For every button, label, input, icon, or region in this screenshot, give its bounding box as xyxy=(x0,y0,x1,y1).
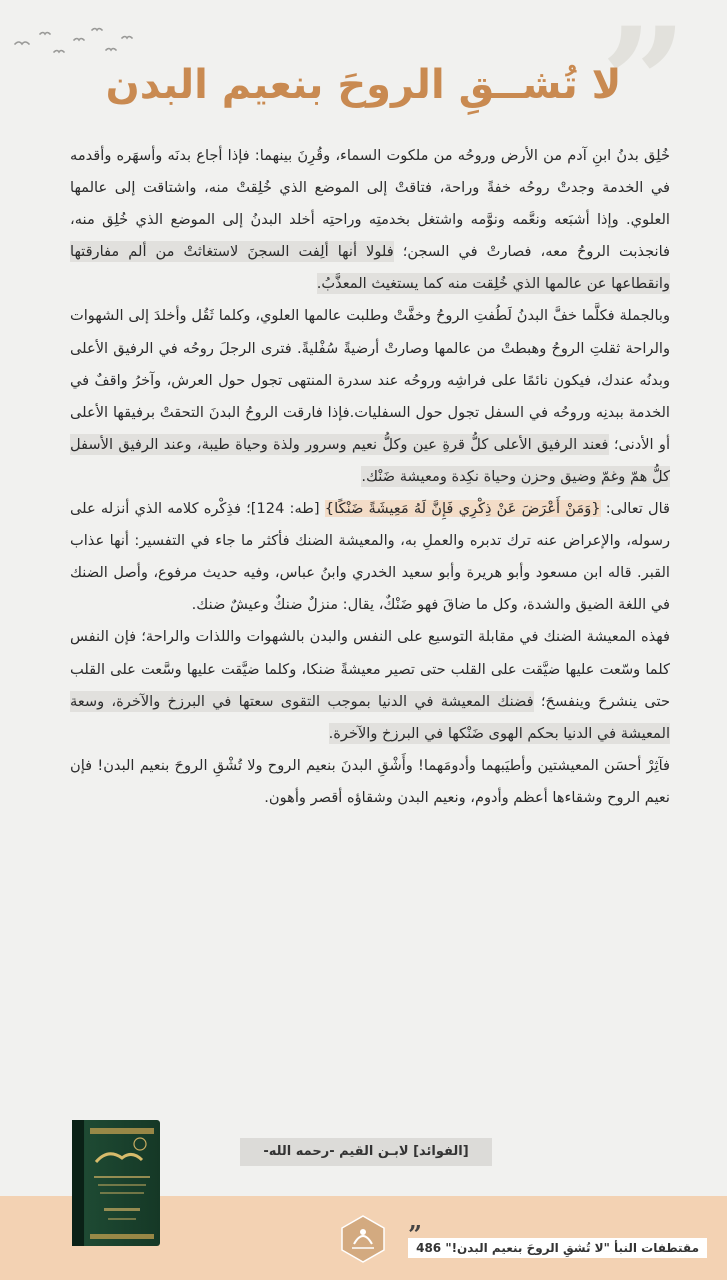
quran-verse: {وَمَنْ أَعْرَضَ عَنْ ذِكْرِي فَإِنَّ لَهُ مَعِيشَةً ضَنْكًا} xyxy=(324,500,601,518)
page-title: لا تُشــقِ الروحَ بنعيم البدن xyxy=(105,62,622,108)
paragraph-3-intro: قال تعالى: xyxy=(605,500,671,518)
book-cover-icon xyxy=(70,1118,162,1248)
series-label xyxy=(408,1220,707,1258)
birds-icon xyxy=(10,22,140,62)
paragraph-1 xyxy=(70,140,670,300)
paragraph-5: فآثِرْ أحسَن المعيشتين وأطيَبهما وأدومَهما! وأَشْقِ البدنَ بنعيم الروح ولا تُشْقِ الروحَ بنعيم البدن! فإن نعيم الروح وشقاءها أعظم وأدوم، ونعيم البدن وشقاؤه أقصر وأهون. xyxy=(70,756,670,806)
footer-quote-icon: ” xyxy=(408,1220,422,1249)
paragraph-1-highlight: فلولا أنها ألِفت السجنَ لاستغاثتْ من ألم مفارقتها وانقطاعها عن عالمها الذي خُلِقت منه كما يستغيث المعذَّبُ. xyxy=(70,243,670,293)
paragraph-4-text: فهذه المعيشة الضنك في مقابلة التوسيع على النفس والبدن بالشهوات واللذات والراحة؛ فإن النفس كلما وسّعت عليها ضيَّقت على القلب حتى تصير معيشةً ضنكا، وكلما ضيَّقت عليها وسَّعت على القلب حتى ينشرحَ وينفسحَ؛ xyxy=(70,628,670,710)
article-body xyxy=(70,140,670,814)
paragraph-4-highlight: فضنك المعيشة في الدنيا بموجب التقوى سعتها في البرزخ والآخرة، وسعة المعيشة في الدنيا بحكم الهوى ضَنْكها في البرزخ والآخرة. xyxy=(70,692,670,742)
decorative-quote-icon: ” xyxy=(600,0,687,171)
paragraph-3 xyxy=(70,493,670,621)
paragraph-1-text: خُلِق بدنُ ابنِ آدم من الأرض وروحُه من ملكوت السماء، وقُرِنَ بينهما: فإذا أجاع بدنَه وأسهَره وأقدمه في الخدمة وجدتْ روحُه خفةً وراحة، فتاقتْ إلى الموضع الذي خُلِقتْ منه، واشتاقت إلى عالمها العلوي. وإذا أشبَعه ونعَّمه ونوَّمه واشتغل بخدمتِه وراحتِه أخلد البدنُ إلى الموضع الذي خُلِق منه، فانجذبت الروحُ معه، فصارتْ في السجن؛ xyxy=(70,147,670,261)
source-citation: [الفوائد] لابـن القيم -رحمه الله- xyxy=(240,1138,492,1166)
paragraph-2-text: وبالجملة فكلَّما خفَّ البدنُ لَطُفتِ الروحُ وخفَّتْ وطلبت عالمها العلوي، وكلما ثَقُل وأخلدَ إلى الشهوات والراحة ثقلتِ الروحُ وهبطتْ من عالمها وصارتْ أرضيةً سُفْليةً. فترى الرجلَ روحُه في الرفيق الأعلى وبدنُه عندك، فيكون نائمًا على فراشِه وروحُه عند سدرة المنتهى تجول حول العرش، وآخرُ واقفٌ في الخدمة ببدنِه وروحُه في السفل تجول حول السفليات.فإذا فارقت الروحُ البدنَ التحقتْ برفيقها الأعلى أو الأدنى؛ xyxy=(70,307,670,453)
paragraph-4 xyxy=(70,621,670,749)
paragraph-3-text: [طه: 124]؛ فذِكْره كلامه الذي أنزله على رسوله، والإعراض عنه ترك تدبره والعملِ به، والمعيشة الضنك فأكثر ما جاء في التفسير: أنها عذاب القبر. قاله ابن مسعود وأبو هريرة وأبو سعيد الخدري وابنُ عباس، وفيه حديث مرفوع، وأصل الضنك في اللغة الضيق والشدة، وكل ما ضاقَ فهو ضَنْكٌ، يقال: منزلٌ ضنكٌ وعيشٌ ضنك. xyxy=(70,500,670,614)
series-label-text: مقتطفات النبأ "لا تُشقِ الروحَ بنعيم البدن!" 486 xyxy=(416,1241,699,1255)
paragraph-2 xyxy=(70,300,670,493)
publisher-logo-icon xyxy=(340,1214,386,1264)
paragraph-2-highlight: فعند الرفيق الأعلى كلُّ قرةِ عين وكلُّ نعيم وسرور ولذة وحياة طيبة، وعند الرفيق الأسفل كلُّ همّ وغمّ وضيق وحزن وحياة نكِدة ومعيشة ضَنْك. xyxy=(70,435,670,485)
